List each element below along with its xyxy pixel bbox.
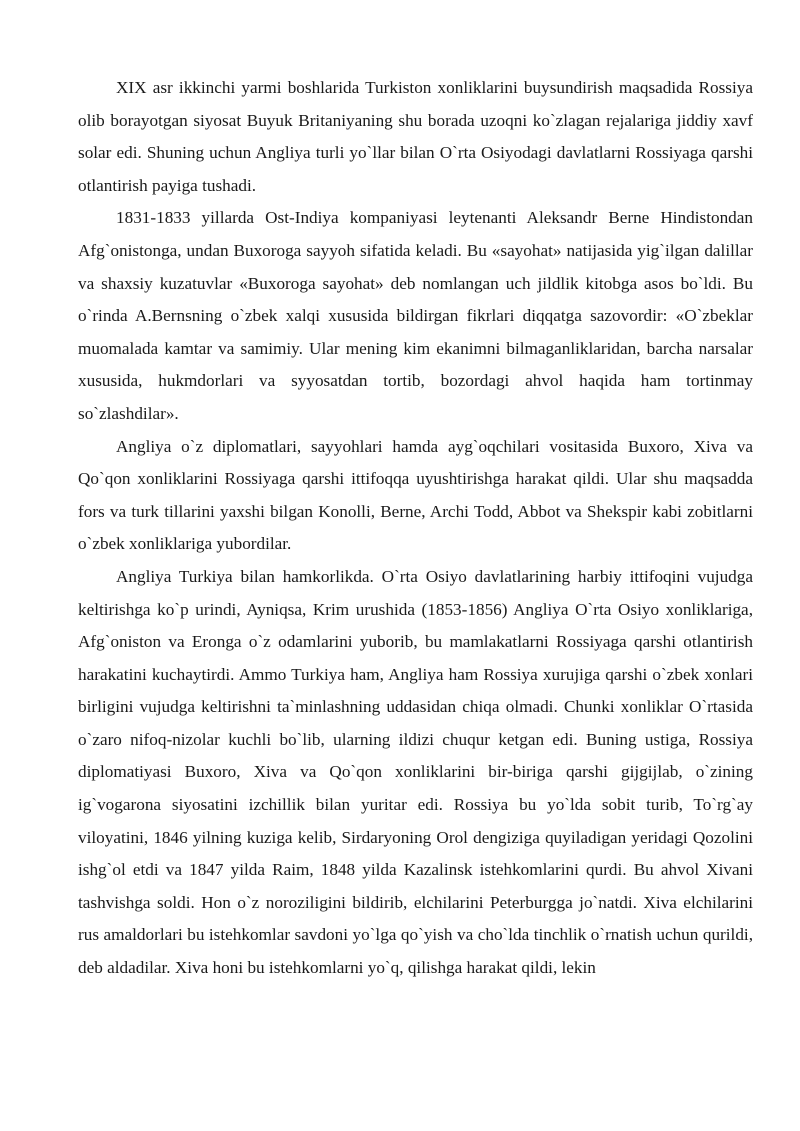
document-page (78, 72, 753, 985)
paragraph-4: Angliya Turkiya bilan hamkorlikda. O`rta Osiyo davlatlarining harbiy ittifoqini vujudga keltirishga ko`p urindi, Ayniqsa, Krim urushida (1853-1856) Angliya O`rta Osiyo xonliklariga, Afg`oniston va Eronga o`z odamlarini yuborib, bu mamlakatlarni Rossiyaga qarshi otlantirish harakatini kuchaytirdi. Ammo Turkiya ham, Angliya ham Rossiya xurujiga qarshi o`zbek xonlari birligini vujudga keltirishni ta`minlashning uddasidan chiqa olmadi. Chunki xonliklar O`rtasida o`zaro nifoq-nizolar kuchli bo`lib, ularning ildizi chuqur ketgan edi. Buning ustiga, Rossiya diplomatiyasi Buxoro, Xiva va Qo`qon xonliklarini bir-biriga qarshi gijgijlab, o`zining ig`vogarona siyosatini izchillik bilan yuritar edi. Rossiya bu yo`lda sobit turib, To`rg`ay viloyatini, 1846 yilning kuziga kelib, Sirdaryoning Orol dengiziga quyiladigan yeridagi Qozolini ishg`ol etdi va 1847 yilda Raim, 1848 yilda Kazalinsk istehkomlarini qurdi. Bu ahvol Xivani tashvishga soldi. Hon o`z noroziligini bildirib, elchilarini Peterburgga jo`natdi. Xiva elchilarini rus amaldorlari bu istehkomlar savdoni yo`lga qo`yish va cho`lda tinchlik o`rnatish uchun qurildi, deb aldadilar. Xiva honi bu istehkomlarni yo`q, qilishga harakat qildi, lekin (78, 566, 753, 978)
paragraph-2: 1831-1833 yillarda Ost-Indiya kompaniyasi leytenanti Aleksandr Berne Hindistondan Afg`onistonga, undan Buxoroga sayyoh sifatida keladi. Bu «sayohat» natijasida yig`ilgan dalillar va shaxsiy kuzatuvlar «Buxoroga sayohat» deb nomlangan uch jildlik kitobga asos bo`ldi. Bu o`rinda A.Bernsning o`zbek xalqi xususida bildirgan fikrlari diqqatga sazovordir: «O`zbeklar muomalada kamtar va samimiy. Ular mening kim ekanimni bilmaganliklaridan, barcha narsalar xususida, hukmdorlari va syyosatdan tortib, bozordagi ahvol haqida ham tortinmay so`zlashdilar». (78, 208, 753, 423)
paragraph-1: XIX asr ikkinchi yarmi boshlarida Turkiston xonliklarini buysundirish maqsadida Rossiya olib borayotgan siyosat Buyuk Britaniyaning shu borada uzoqni ko`zlagan rejalariga jiddiy xavf solar edi. Shuning uchun Angliya turli yo`llar bilan O`rta Osiyodagi davlatlarni Rossiyaga qarshi otlantirish payiga tushadi. (78, 78, 753, 195)
paragraph-3: Angliya o`z diplomatlari, sayyohlari hamda ayg`oqchilari vositasida Buxoro, Xiva va Qo`qon xonliklarini Rossiyaga qarshi ittifoqqa uyushtirishga harakat qildi. Ular shu maqsadda fors va turk tillarini yaxshi bilgan Konolli, Berne, Archi Todd, Abbot va Shekspir kabi zobitlarni o`zbek xonliklariga yubordilar. (78, 436, 753, 554)
